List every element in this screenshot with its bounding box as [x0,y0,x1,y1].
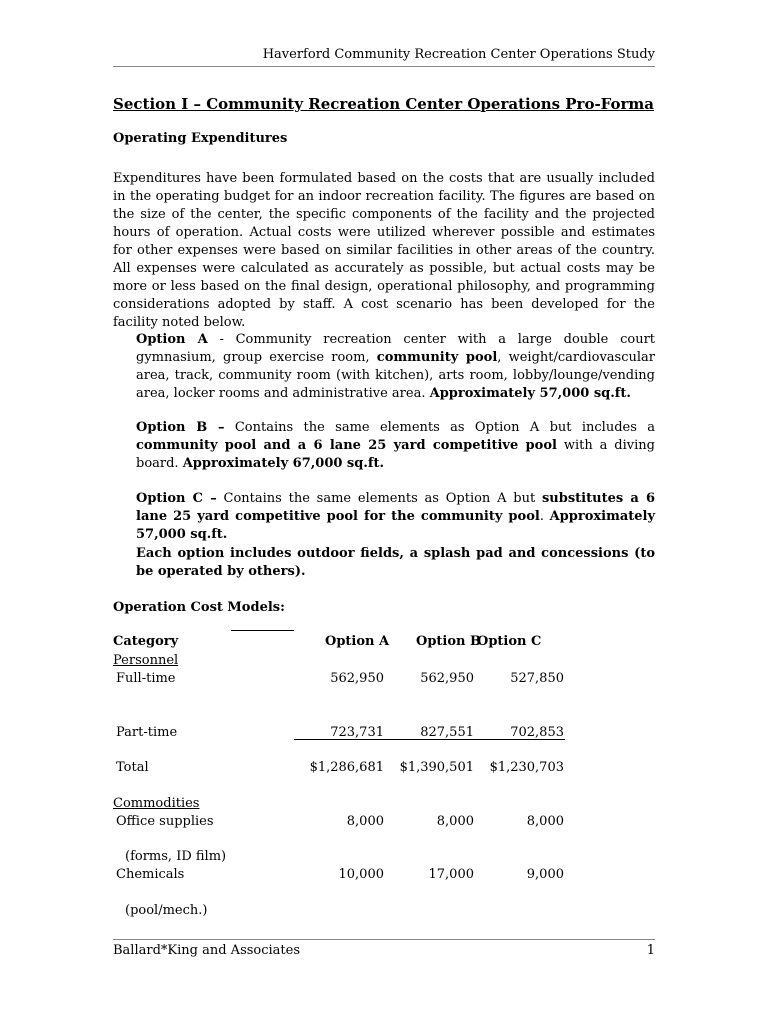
row-label-fulltime: Full-time [116,671,176,686]
row-label-parttime: Part-time [116,725,178,740]
category-personnel: Personnel [113,653,179,668]
chemicals-note: (pool/mech.) [125,903,208,918]
chemicals-option-a: 10,000 [338,867,384,882]
row-label-total: Total [116,760,149,775]
total-option-c: $1,230,703 [489,760,564,775]
option-a-text-1: - Community recreation center with a large double court gymnasium, group exercise room, [136,332,656,365]
section-title: Section I – Community Recreation Center Operations Pro-Forma [113,95,655,113]
option-c-text-2: . [539,509,550,524]
row-label-chemicals: Chemicals [116,867,185,882]
option-c-paragraph [136,490,655,544]
total-option-a: $1,286,681 [309,760,384,775]
row-label-office-supplies: Office supplies [116,814,214,829]
chemicals-option-b: 17,000 [428,867,474,882]
each-option-note: Each option includes outdoor fields, a splash pad and concessions (to be operated by others). [136,546,655,579]
option-b-size: Approximately 67,000 sq.ft. [182,456,384,471]
cost-models-title: Operation Cost Models: [113,600,285,615]
fulltime-option-b: 562,950 [420,671,474,686]
intro-paragraph: Expenditures have been formulated based on the costs that are usually included in the operating budget for an indoor recreation facility. The figures are based on the size of the center, the specific components of the facility and the projected hours of operation. Actual costs were utilized wherever possible and estimates for other expenses were based on similar facilities in other areas of the country. All expenses were calculated as accurately as possible, but actual costs may be more or less based on the final design, operational philosophy, and programming considerations adopted by staff. A cost scenario has been developed for the facility noted below. [113,171,655,330]
option-b-bold-1: community pool and a 6 lane 25 yard competitive pool [136,438,557,453]
operating-expenditures-heading: Operating Expenditures [113,131,288,146]
parttime-option-c: 702,853 [510,725,564,740]
fulltime-option-a: 562,950 [330,671,384,686]
option-b-text-2: with a diving board. [136,438,655,471]
office-option-a: 8,000 [346,814,384,829]
footer-company: Ballard*King and Associates [113,943,301,958]
option-a-bold-1: community pool [376,350,498,365]
footer-divider [113,939,655,940]
parttime-option-b: 827,551 [420,725,474,740]
col-header-option-b: Option B [416,634,481,649]
option-a-text-2: , weight/cardiovascular area, track, community room (with kitchen), arts room, lobby/lounge/vending area, locker rooms and administrative area. [136,350,655,401]
page-number: 1 [646,943,655,958]
option-b-paragraph [136,419,655,473]
option-b-label: Option B – [136,420,225,435]
col-header-category: Category [113,634,179,649]
fulltime-option-c: 527,850 [510,671,564,686]
option-c-bold-1: substitutes a 6 lane 25 yard competitive pool for the community pool [136,491,655,524]
option-a-size: Approximately 57,000 sq.ft. [429,386,631,401]
col-header-option-c: Option C [477,634,542,649]
running-header: Haverford Community Recreation Center Operations Study [262,47,655,62]
option-b-text-1: Contains the same elements as Option A but includes a [224,420,655,435]
total-option-b: $1,390,501 [399,760,474,775]
option-a-paragraph [136,331,655,403]
parttime-option-a: 723,731 [330,725,384,740]
chemicals-option-c: 9,000 [526,867,564,882]
office-option-c: 8,000 [526,814,564,829]
table-top-rule [231,630,294,631]
col-header-option-a: Option A [325,634,390,649]
option-a-label: Option A [136,332,208,347]
header-divider [113,66,655,67]
option-c-label: Option C – [136,491,217,506]
office-option-b: 8,000 [436,814,474,829]
option-c-size: Approximately 57,000 sq.ft. [136,509,656,542]
office-supplies-note: (forms, ID film) [125,849,227,864]
category-commodities: Commodities [113,796,200,811]
option-c-text-1: Contains the same elements as Option A but [216,491,542,506]
